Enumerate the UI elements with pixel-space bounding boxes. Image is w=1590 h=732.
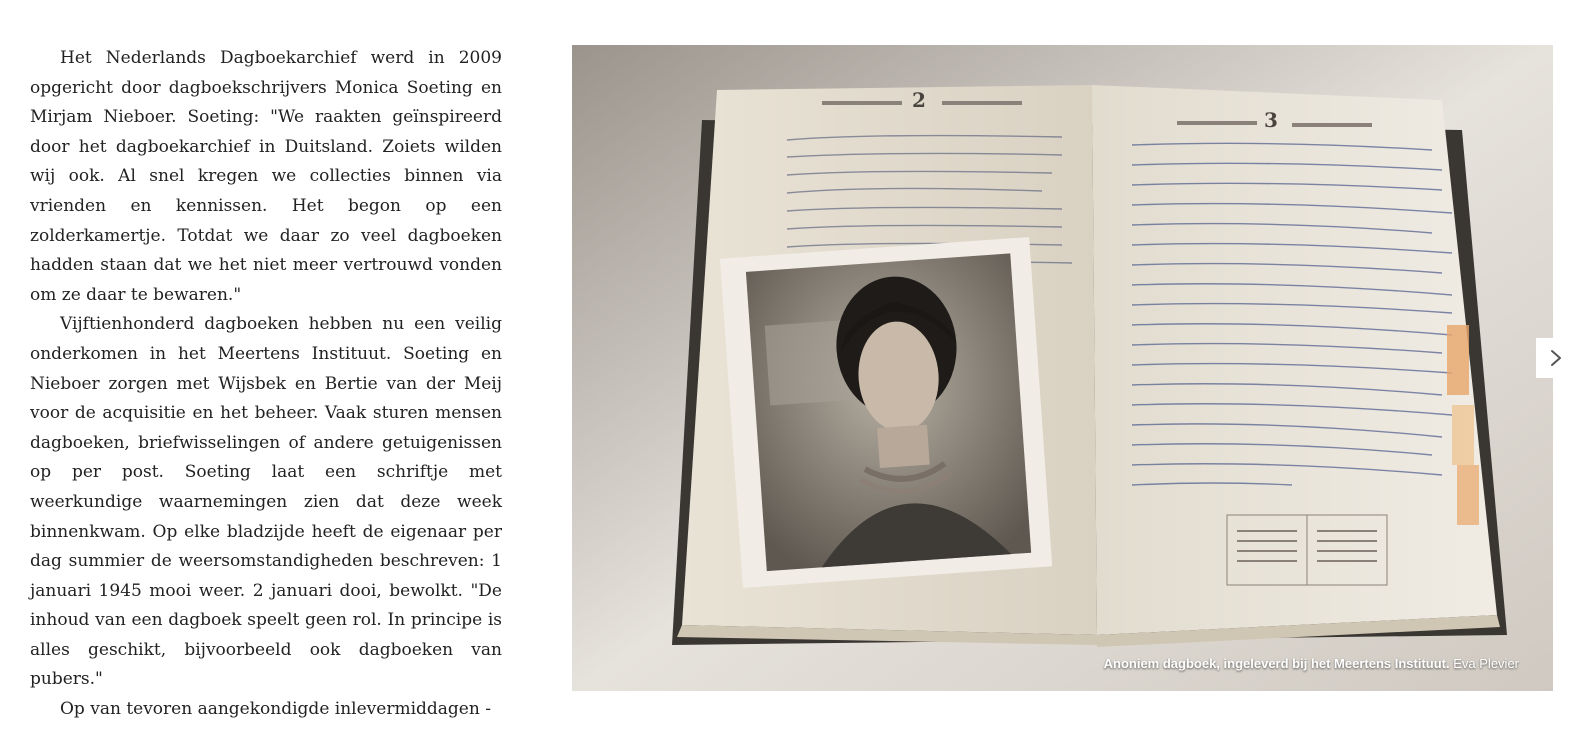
photo-caption <box>1104 656 1519 671</box>
article-photo <box>572 45 1553 691</box>
chevron-right-icon <box>1549 349 1563 367</box>
next-slide-button[interactable] <box>1536 338 1576 378</box>
diary-photo-illustration <box>572 45 1553 691</box>
left-page-number: 2 <box>912 88 926 112</box>
article-body <box>30 44 502 725</box>
article-paragraph: Vijftienhonderd dagboeken hebben nu een veilig onderkomen in het Meertens Instituut. Soeting en Nieboer zorgen met Wijsbek en Bertie van der Meij voor de acquisitie en het beheer. Vaak sturen mensen dagboeken, briefwisselingen of andere getuigenissen op per post. Soeting laat een schriftje met weerkundige waarnemingen zien dat deze week binnenkwam. Op elke bladzijde heeft de eigenaar per dag summier de weersomstandigheden beschreven: 1 januari 1945 mooi weer. 2 januari dooi, bewolkt. "De inhoud van een dagboek speelt geen rol. In principe is alles geschikt, bijvoorbeeld ook dagboeken van pubers." <box>30 314 502 690</box>
caption-credit: Eva Plevier <box>1453 656 1519 671</box>
article-paragraph: Op van tevoren aangekondigde inlevermiddagen - <box>60 699 491 720</box>
article-paragraph: Het Nederlands Dagboekarchief werd in 2009 opgericht door dagboekschrijvers Monica Soeting en Mirjam Nieboer. Soeting: "We raakten geïnspireerd door het dagboekarchief in Duitsland. Zoiets wilden wij ook. Al snel kregen we collecties binnen via vrienden en kennissen. Het begon op een zolderkamertje. Totdat we daar zo veel dagboeken hadden staan dat we het niet meer vertrouwd vonden om ze daar te bewaren." <box>30 48 502 305</box>
right-page-number: 3 <box>1264 108 1278 132</box>
caption-text: Anoniem dagboek, ingeleverd bij het Meertens Instituut. <box>1103 656 1450 671</box>
